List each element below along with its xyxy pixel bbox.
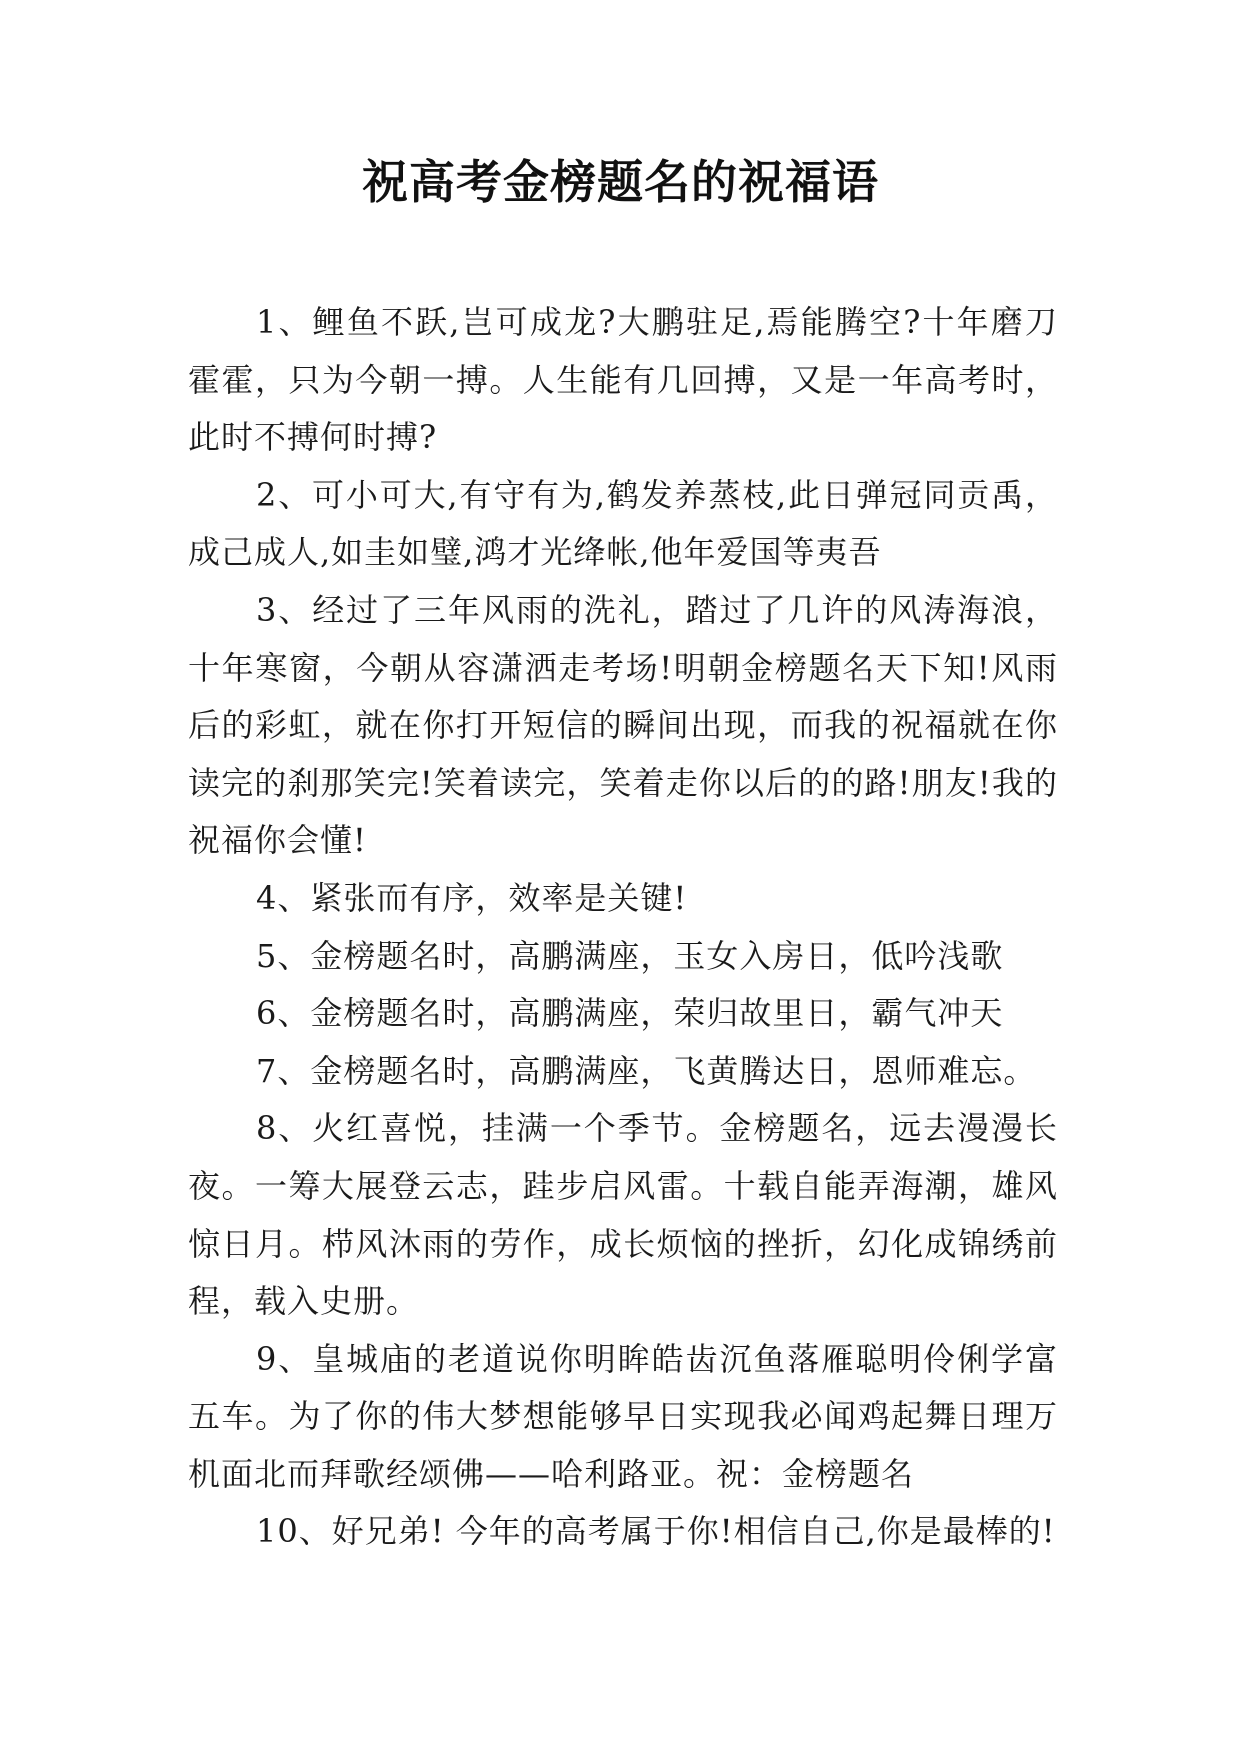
paragraph-4: 4、紧张而有序，效率是关键! xyxy=(256,878,688,917)
paragraph-1: 1、鲤鱼不跃,岂可成龙?大鹏驻足,焉能腾空?十年磨刀霍霍，只为今朝一搏。人生能有几回搏，又是一年高考时，此时不搏何时搏? xyxy=(188,303,1058,457)
document-body xyxy=(188,294,1058,1561)
paragraph-9: 9、皇城庙的老道说你明眸皓齿沉鱼落雁聪明伶俐学富五车。为了你的伟大梦想能够早日实现我必闻鸡起舞日理万机面北而拜歌经颂佛——哈利路亚。祝：金榜题名 xyxy=(188,1339,1058,1493)
paragraph-7: 7、金榜题名时，高鹏满座，飞黄腾达日，恩师难忘。 xyxy=(256,1051,1037,1090)
paragraph-10: 10、好兄弟! 今年的高考属于你!相信自己,你是最棒的! xyxy=(256,1512,1056,1551)
paragraph-5: 5、金榜题名时，高鹏满座，玉女入房日，低吟浅歌 xyxy=(256,936,1004,975)
paragraph-3: 3、经过了三年风雨的洗礼，踏过了几许的风涛海浪，十年寒窗，今朝从容潇洒走考场!明朝金榜题名天下知!风雨后的彩虹，就在你打开短信的瞬间出现，而我的祝福就在你读完的刹那笑完!笑着读完，笑着走你以后的的路!朋友!我的祝福你会懂! xyxy=(188,590,1058,860)
paragraph-6: 6、金榜题名时，高鹏满座，荣归故里日，霸气冲天 xyxy=(256,994,1004,1033)
paragraph-8: 8、火红喜悦，挂满一个季节。金榜题名，远去漫漫长夜。一筹大展登云志，跬步启风雷。十载自能弄海潮，雄风惊日月。栉风沐雨的劳作，成长烦恼的挫折，幻化成锦绣前程，载入史册。 xyxy=(188,1109,1058,1321)
page-title: 祝高考金榜题名的祝福语 xyxy=(362,155,879,209)
paragraph-2: 2、可小可大,有守有为,鹤发养蒸枝,此日弹冠同贡禹，成己成人,如圭如璧,鸿才光绛帐,他年爱国等夷吾 xyxy=(188,475,1058,572)
